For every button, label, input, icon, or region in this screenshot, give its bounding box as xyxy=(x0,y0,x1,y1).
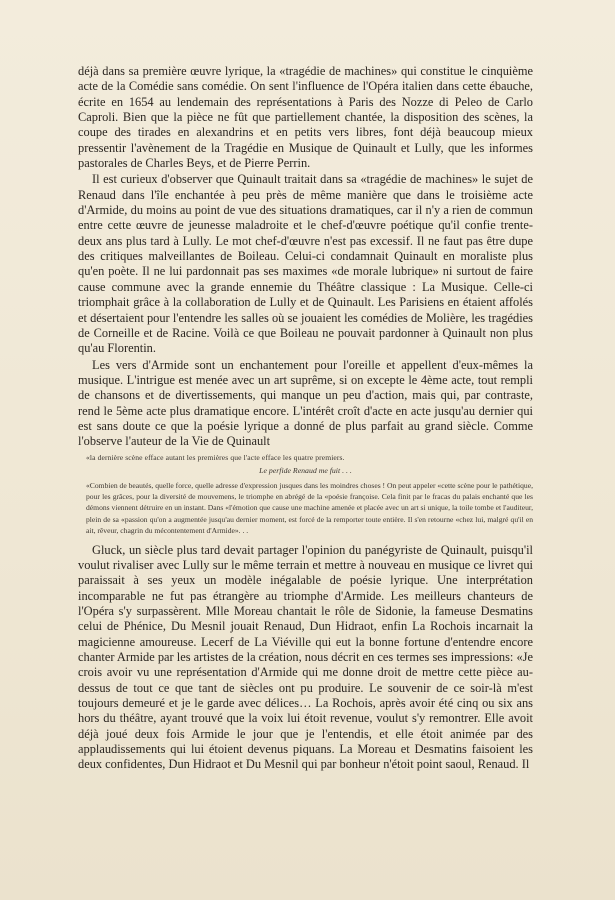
quote-intro: «la dernière scène efface autant les premières que l'acte efface les quatre premiers. xyxy=(86,452,345,462)
block-quote: «Combien de beautés, quelle force, quelle adresse d'expression jusques dans les moindres choses ! On peut appeler «cette scène pour le pathétique, pour les grâces, pour la diversité de mouvemens, le triomphe en abrégé de la «poésie françoise. Cela finit par le fracas du palais enchanté que les démons viennent détruire en un instant. Dans «l'émotion que cause une machine amenée et placée avec un art si unique, la toile tombe et l'auditeur, plein de sa «passion qu'on a augmentée jusqu'au dernier moment, est forcé de la remporter toute entière. Il s'en retourne «chez lui, malgré qu'il en ait, rêveur, chagrin du mécontentement d'Armide». . . xyxy=(86,480,533,536)
quote-title: Le perfide Renaud me fuit . . . xyxy=(259,465,352,475)
text-column xyxy=(78,64,533,773)
paragraph-4: Gluck, un siècle plus tard devait partager l'opinion du panégyriste de Quinault, puisqu'il voulut rivaliser avec Lully sur le même terrain et mettre à nouveau en musique ce livret qui paraissait à ses yeux un modèle inégalable de poésie lyrique. Une interprétation incomparable ne fut pas étrangère au triomphe d'Armide. Les meilleurs chanteurs de l'Opéra s'y surpassèrent. Mlle Moreau chantait le rôle de Sidonie, la fameuse Desmatins celui de Phénice, Du Mesnil jouait Renaud, Dun Hidraot, enfin La Rochois incarnait la magicienne amoureuse. Lecerf de La Viéville qui eut la bonne fortune d'entendre encore chanter Armide par les artistes de la création, nous décrit en ces termes ses impressions: «Je crois avoir vu une représentation d'Armide qui me donne droit de mettre cette pièce au-dessus de tout ce que tant de siècles ont pu produire. Le souvenir de ce soir-là m'est toujours demeuré et je le garde avec délices… La Rochois, après avoir été cinq ou six ans hors du théâtre, ayant trouvé que la voix lui étoit revenue, voulut s'y remontrer. Elle avoit déjà joué deux fois Armide le jour que je l'entendis, et elle étoit animée par des applaudissements qui lui étoient devenus piquans. La Moreau et Desmatins faisoient les deux confidentes, Dun Hidraot et Du Mesnil qui par bonheur n'étoit point saoul, Renaud. Il xyxy=(78,542,533,772)
paragraph-1: déjà dans sa première œuvre lyrique, la «tragédie de machines» qui constitue le cinquième acte de la Comédie sans comédie. On sent l'influence de l'Opéra italien dans cette ébauche, écrite en 1654 au lendemain des représentations à Paris des Nozze di Peleo de Carlo Caproli. Bien que la pièce ne fût que partiellement chantée, la disposition des scènes, la coupe des tirades en alexandrins et en petits vers libres, font déjà beaucoup mieux pressentir l'avènement de la Tragédie en Musique de Quinault et Lully, que les informes pastorales de Charles Beys, et de Pierre Perrin. xyxy=(78,64,533,171)
paragraph-2: Il est curieux d'observer que Quinault traitait dans sa «tragédie de machines» le sujet de Renaud dans l'île enchantée à peu près de même manière que dans le troisième acte d'Armide, du moins au point de vue des situations dramatiques, car il n'y a rien de commun entre cette œuvre de jeunesse maladroite et le chef-d'œuvre poétique qu'il confie trente-deux ans plus tard à Lully. Le mot chef-d'œuvre n'est pas excessif. Il ne faut pas être dupe des critiques malveillantes de Boileau. Celui-ci condamnait Quinault en moraliste plus qu'en poète. Il ne lui pardonnait pas ses maximes «de morale lubrique» ni surtout de faire cause commune avec la grande ennemie du Théâtre classique : La Musique. Celle-ci triomphait grâce à la collaboration de Lully et de Quinault. Les Parisiens en étaient affolés et désertaient pour l'entendre les salles où se jouaient les comédies de Molière, les tragédies de Corneille et de Racine. Voilà ce que Boileau ne pouvait pardonner à Quinault non plus qu'au Florentin. xyxy=(78,172,533,356)
paragraph-3: Les vers d'Armide sont un enchantement pour l'oreille et appellent d'eux-mêmes la musique. L'intrigue est menée avec un art suprême, si on excepte le 4ème acte, tout rempli de chansons et de divertissements, qui manque un peu d'action, mais qui, par contraste, rend le 5ème acte plus dramatique encore. L'intérêt croît d'acte en acte jusqu'au dernier qui est sans doute ce que la poésie lyrique a donné de plus parfait au grand siècle. Comme l'observe l'auteur de la Vie de Quinault xyxy=(78,357,533,449)
